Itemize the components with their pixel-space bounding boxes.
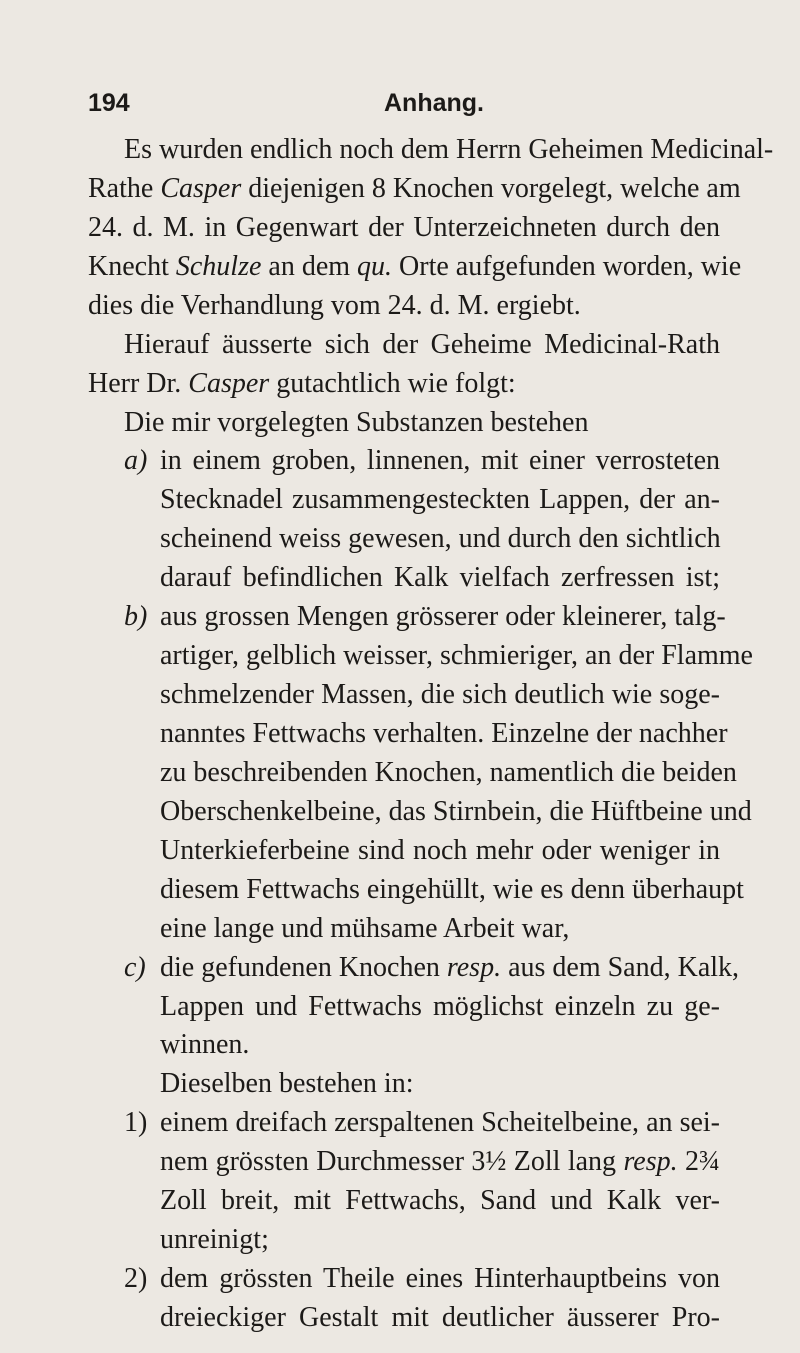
running-head xyxy=(88,86,718,120)
text-line: winnen. xyxy=(160,1029,250,1060)
text-line: Hierauf äusserte sich der Geheime Medicinal-Rath xyxy=(124,329,720,360)
text-line: 24. d. M. in Gegenwart der Unterzeichneten durch den xyxy=(88,212,720,243)
text-line: dies die Verhandlung vom 24. d. M. ergiebt. xyxy=(88,290,581,321)
text-line: dreieckiger Gestalt mit deutlicher äusserer Pro- xyxy=(160,1302,720,1333)
text-line: Die mir vorgelegten Substanzen bestehen xyxy=(124,407,589,438)
text-line: Oberschenkelbeine, das Stirnbein, die Hüftbeine und xyxy=(160,796,752,827)
text-line: Dieselben bestehen in: xyxy=(160,1068,414,1099)
text-line: schmelzender Massen, die sich deutlich wie soge- xyxy=(160,679,720,710)
text-line: einem dreifach zerspaltenen Scheitelbeine, an sei- xyxy=(160,1107,720,1138)
text-line: Unterkieferbeine sind noch mehr oder weniger in xyxy=(160,835,720,866)
text-line: Es wurden endlich noch dem Herrn Geheimen Medicinal- xyxy=(124,134,774,165)
text-line: Herr Dr. Casper gutachtlich wie folgt: xyxy=(88,368,516,399)
list-marker: 2) xyxy=(124,1263,148,1294)
text-line: artiger, gelblich weisser, schmieriger, an der Flamme xyxy=(160,640,753,671)
page-number: 194 xyxy=(88,89,130,117)
text-line: diesem Fettwachs eingehüllt, wie es denn überhaupt xyxy=(160,874,744,905)
text-line: Stecknadel zusammengesteckten Lappen, der an- xyxy=(160,484,720,515)
text-line: aus grossen Mengen grösserer oder kleinerer, talg- xyxy=(160,601,726,632)
text-line: Zoll breit, mit Fettwachs, Sand und Kalk ver- xyxy=(160,1185,720,1216)
running-title: Anhang. xyxy=(384,89,484,117)
text-line: zu beschreibenden Knochen, namentlich die beiden xyxy=(160,757,737,788)
list-marker: a) xyxy=(124,445,148,476)
text-line: nem grössten Durchmesser 3½ Zoll lang resp. 2¾ xyxy=(160,1146,721,1177)
text-line: eine lange und mühsame Arbeit war, xyxy=(160,913,570,944)
text-line: in einem groben, linnenen, mit einer verrosteten xyxy=(160,445,720,476)
text-line: Knecht Schulze an dem qu. Orte aufgefunden worden, wie xyxy=(88,251,742,282)
text-line: nanntes Fettwachs verhalten. Einzelne der nachher xyxy=(160,718,728,749)
list-marker: c) xyxy=(124,952,146,983)
text-line: unreinigt; xyxy=(160,1224,269,1255)
text-line: die gefundenen Knochen resp. aus dem Sand, Kalk, xyxy=(160,952,740,983)
text-line: Rathe Casper diejenigen 8 Knochen vorgelegt, welche am xyxy=(88,173,741,204)
text-line: darauf befindlichen Kalk vielfach zerfressen ist; xyxy=(160,562,720,593)
text-line: dem grössten Theile eines Hinterhauptbeins von xyxy=(160,1263,720,1294)
list-marker: 1) xyxy=(124,1107,148,1138)
list-marker: b) xyxy=(124,601,148,632)
text-line: Lappen und Fettwachs möglichst einzeln zu ge- xyxy=(160,991,720,1022)
text-line: scheinend weiss gewesen, und durch den sichtlich xyxy=(160,523,721,554)
